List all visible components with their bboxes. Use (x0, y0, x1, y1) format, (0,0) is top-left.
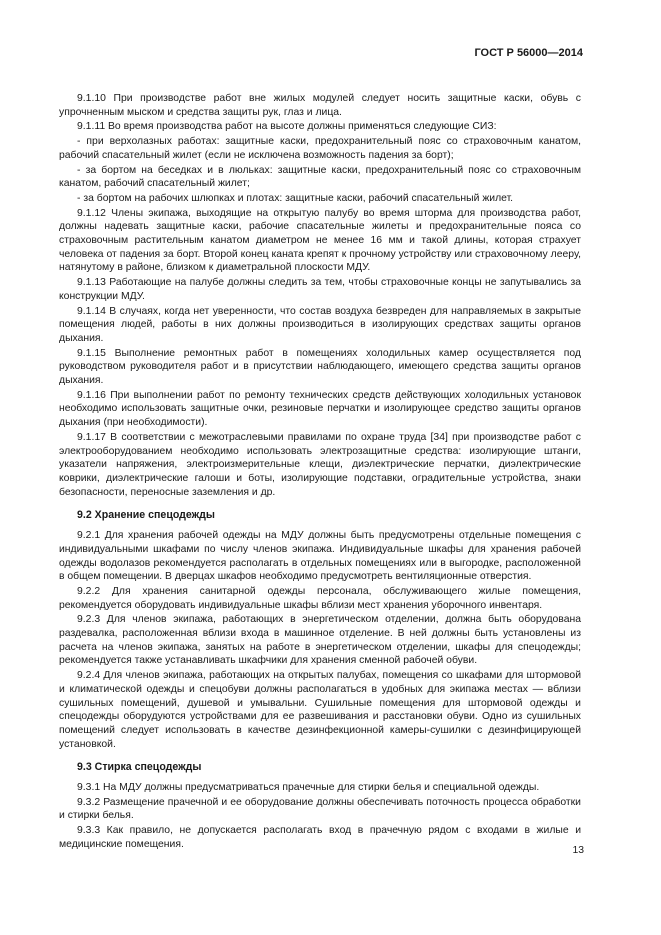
list-item-overboard-boats: - за бортом на рабочих шлюпках и плотах: защитные каски, рабочий спасательный жилет. (77, 192, 514, 204)
paragraph-9-3-3: 9.3.3 Как правило, не допускается располагать вход в прачечную рядом с входами в жилые и медицинские помещения. (59, 825, 581, 850)
paragraph-9-1-12: 9.1.12 Члены экипажа, выходящие на открытую палубу во время шторма для производства работ, должны надевать защитные каски, рабочие спасательные жилеты и предохранительные пояса со страховочным растительным канатом диаметром не менее 16 мм и такой длины, которая страхует человека от падения за борт. Второй конец каната крепят к прочному устройству или страховочному лееру, натянутому в районе, близком к диаметральной плоскости МДУ. (59, 207, 581, 274)
paragraph-9-2-4: 9.2.4 Для членов экипажа, работающих на открытых палубах, помещения со шкафами для штормовой и климатической одежды и спецобуви должны располагаться в удобных для экипажа местах — вблизи сушильных помещений, душевой и умывальни. Сушильные помещения для штормовой одежды и спецодежды оборудуются устройствами для ее развешивания и расстановки обуви. Одно из сушильных помещений следует использовать в качестве дезинфекционной камеры-сушилки с дезинфицирующей установкой. (59, 670, 581, 750)
paragraph-9-3-2: 9.3.2 Размещение прачечной и ее оборудование должны обеспечивать поточность процесса обработки и стирки белья. (59, 796, 581, 822)
paragraph-9-2-1: 9.2.1 Для хранения рабочей одежды на МДУ должны быть предусмотрены отдельные помещения с индивидуальными шкафами по числу членов экипажа. Индивидуальные шкафы для хранения рабочей одежды водолазов рекомендуется располагать в отдельных помещениях или в выгородке, расположенной в общем помещении. В дверцах шкафов необходимо предусмотреть вентиляционные отверстия. (59, 530, 581, 583)
paragraph-9-1-16: 9.1.16 При выполнении работ по ремонту технических средств действующих холодильных установок необходимо использовать защитные очки, резиновые перчатки и изолирующее средство защиты органов дыхания (при необходимости). (59, 389, 581, 429)
section-9-2 (59, 509, 581, 751)
paragraph-9-1-14: 9.1.14 В случаях, когда нет уверенности, что состав воздуха безвреден для направляемых в закрытые помещения людей, работы в них должны производиться в изолирующих средствах защиты органов дыхания. (59, 305, 581, 344)
paragraph-9-1-15: 9.1.15 Выполнение ремонтных работ в помещениях холодильных камер осуществляется под руководством руководителя работ и в присутствии наблюдающего, имеющего средства защиты органов дыхания. (59, 347, 581, 387)
document-body (59, 92, 581, 853)
section-9-3 (59, 761, 581, 851)
section-9-1-continued (59, 92, 581, 499)
paragraph-9-1-13: 9.1.13 Работающие на палубе должны следить за тем, чтобы страховочные концы не запутывались за конструкции МДУ. (59, 277, 581, 302)
page-number: 13 (572, 845, 584, 856)
paragraph-9-1-11: 9.1.11 Во время производства работ на высоте должны применяться следующие СИЗ: (77, 121, 497, 133)
paragraph-9-2-2: 9.2.2 Для хранения санитарной одежды персонала, обслуживающего жилые помещения, рекомендуется оборудовать индивидуальные шкафы вблизи мест хранения уборочного инвентаря. (59, 585, 581, 611)
paragraph-9-3-1: 9.3.1 На МДУ должны предусматриваться прачечные для стирки белья и специальной одежды. (77, 782, 540, 794)
document-code: ГОСТ Р 56000—2014 (474, 47, 583, 59)
section-heading-9-3: 9.3 Стирка спецодежды (77, 761, 202, 774)
paragraph-9-2-3: 9.2.3 Для членов экипажа, работающих в энергетическом отделении, должна быть оборудована раздевалка, расположенная вблизи входа в машинное отделение. В ней должны быть установлены из расчета на членов экипажа, занятых на работе в энергетическом отделении, шкафы для спецодежды; рекомендуется также устанавливать шкафчики для хранения сменной рабочей обуви. (59, 614, 581, 667)
paragraph-9-1-17: 9.1.17 В соответствии с межотраслевыми правилами по охране труда [34] при производстве работ с электрооборудованием необходимо использовать электрозащитные средства: изолирующие штанги, указатели напряжения, электроизмерительные клещи, диэлектрические перчатки, диэлектрические коврики, диэлектрические галоши и боты, изолирующие подставки, оградительные устройства, знаки безопасности, переносные заземления и др. (59, 431, 581, 498)
list-item-climbing-works: - при верхолазных работах: защитные каски, предохранительный пояс со страховочным канатом, рабочий спасательный жилет (если не исключена возможность падения за борт); (59, 136, 581, 161)
list-item-overboard-cradles: - за бортом на беседках и в люльках: защитные каски, предохранительный пояс со страховочным канатом, рабочий спасательный жилет; (59, 164, 581, 190)
paragraph-9-1-10: 9.1.10 При производстве работ вне жилых модулей следует носить защитные каски, обувь с упрочненным мыском и средства защиты рук, глаз и лица. (59, 93, 581, 118)
section-heading-9-2: 9.2 Хранение спецодежды (77, 509, 215, 522)
